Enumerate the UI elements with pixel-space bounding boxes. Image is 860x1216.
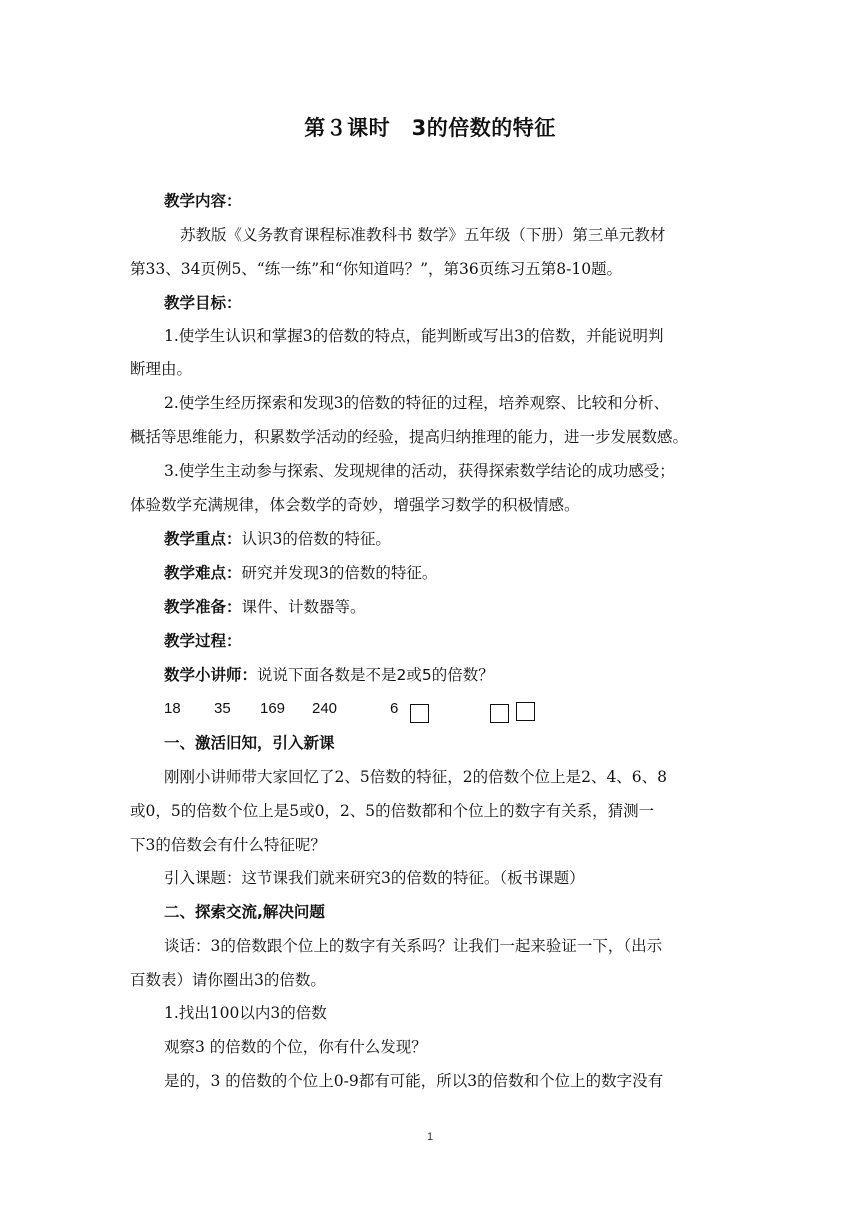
difficulty-text: 研究并发现3的倍数的特征。 (241, 564, 438, 582)
goal-3-line-2: 体验数学充满规律，体会数学的奇妙，增强学习数学的积极情感。 (130, 496, 580, 514)
lecturer-label: 数学小讲师： (164, 666, 258, 684)
section-2-para-1-line-1: 谈话：3的倍数跟个位上的数字有关系吗？让我们一起来验证一下，（出示 (164, 937, 663, 955)
section-2-para-3: 观察3 的倍数的个位，你有什么发现？ (164, 1038, 427, 1056)
number-item: 35 (214, 700, 231, 717)
lecturer-line (164, 664, 764, 686)
section-1-para-1-line-2: 或0，5的倍数个位上是5或0，2、5的倍数都和个位上的数字有关系，猜测一 (130, 802, 655, 820)
section-1-heading: 一、激活旧知，引入新课 (164, 734, 335, 752)
goal-1-line-1: 1.使学生认识和掌握3的倍数的特点，能判断或写出3的倍数，并能说明判 (164, 327, 664, 345)
difficulty-label: 教学难点： (164, 564, 242, 582)
section-2-para-4: 是的，3 的倍数的个位上0-9都有可能，所以3的倍数和个位上的数字没有 (164, 1072, 664, 1090)
section-2-para-1-line-2: 百数表）请你圈出3的倍数。 (130, 971, 326, 989)
page-title: 第３课时 3的倍数的特征 (304, 116, 556, 140)
goal-3-line-1: 3.使学生主动参与探索、发现规律的活动，获得探索数学结论的成功感受； (164, 462, 675, 480)
goal-2-line-1: 2.使学生经历探索和发现3的倍数的特征的过程，培养观察、比较和分析、 (164, 394, 670, 412)
section-2-heading: 二、探索交流,解决问题 (164, 903, 325, 921)
blank-box (410, 704, 429, 723)
key-point-label: 教学重点： (164, 530, 242, 548)
number-item: 6 (390, 700, 399, 717)
number-item: 169 (260, 700, 286, 717)
key-point (164, 528, 764, 550)
content-line-2: 第33、34页例5、“练一练”和“你知道吗？”，第36页练习五第8-10题。 (130, 260, 623, 278)
process-heading: 教学过程： (164, 632, 242, 650)
content-line-1: 苏教版《义务教育课程标准教科书 数学》五年级（下册）第三单元教材 (180, 226, 666, 244)
lecturer-text: 说说下面各数是不是2或5的倍数？ (257, 666, 494, 684)
goals-heading: 教学目标： (164, 294, 242, 312)
key-point-text: 认识3的倍数的特征。 (241, 530, 391, 548)
blank-box (516, 702, 535, 721)
section-1-para-1-line-3: 下3的倍数会有什么特征呢？ (130, 836, 326, 854)
number-list (164, 698, 764, 722)
section-2-para-2: 1.找出100以内3的倍数 (164, 1004, 327, 1022)
preparation-text: 课件、计数器等。 (241, 598, 366, 616)
content-heading: 教学内容： (164, 192, 242, 210)
page-number: 1 (426, 1131, 434, 1143)
goal-2-line-2: 概括等思维能力，积累数学活动的经验，提高归纳推理的能力，进一步发展数感。 (130, 428, 689, 446)
section-1-para-1-line-1: 刚刚小讲师带大家回忆了2、5倍数的特征，2的倍数个位上是2、4、6、8 (164, 768, 668, 786)
preparation (164, 596, 764, 618)
preparation-label: 教学准备： (164, 598, 242, 616)
difficulty (164, 562, 764, 584)
section-1-para-2: 引入课题：这节课我们就来研究3的倍数的特征。（板书课题） (164, 869, 585, 887)
blank-box (490, 704, 509, 723)
number-item: 240 (312, 700, 338, 717)
number-item: 18 (164, 700, 181, 717)
goal-1-line-2: 断理由。 (130, 360, 193, 378)
